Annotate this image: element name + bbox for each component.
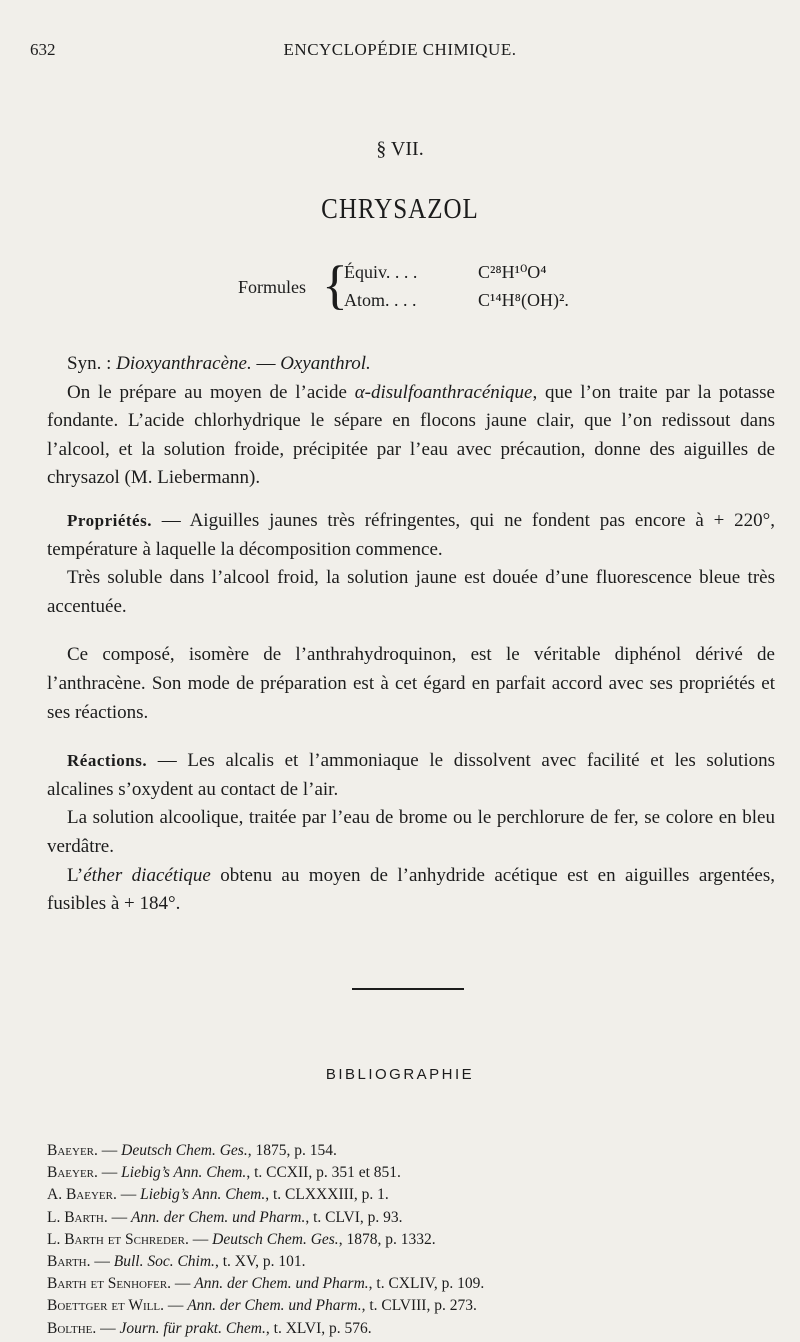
bib-entry: Baeyer. — Liebig’s Ann. Chem., t. CCXII, p. 351 et 851. <box>47 1164 401 1182</box>
bib-source: Liebig’s Ann. Chem. <box>121 1164 247 1182</box>
bib-source: Liebig’s Ann. Chem. <box>140 1186 266 1204</box>
running-title: ENCYCLOPÉDIE CHIMIQUE. <box>283 40 517 59</box>
paragraph-reactions <box>47 747 775 804</box>
bib-entry: L. Barth. — Ann. der Chem. und Pharm., t. CLVI, p. 93. <box>47 1208 403 1226</box>
text-run: — Les alcalis et l’ammoniaque le dissolvent avec facilité et les solutions alcalines s’oxydent au contact de l’air. <box>47 750 775 800</box>
formula-row <box>344 262 547 283</box>
bib-ref: , t. CCXII, p. 351 et 851. <box>246 1164 401 1182</box>
bib-ref: , t. XV, p. 101. <box>214 1253 306 1271</box>
bib-author: L. Barth. <box>47 1208 108 1226</box>
bib-entry: Boettger et Will. — Ann. der Chem. und Pharm., t. CLVIII, p. 273. <box>47 1297 477 1315</box>
chapter-title: CHRYSAZOL <box>321 193 479 225</box>
bib-author: Bolthe. <box>47 1319 97 1337</box>
bib-ref: , t. CLVI, p. 93. <box>305 1208 403 1226</box>
bibliography-heading: BIBLIOGRAPHIE <box>325 1066 475 1083</box>
properties-label: Propriétés. <box>67 510 152 530</box>
acid-name: α-disulfoanthracénique <box>354 381 533 403</box>
bib-entry: A. Baeyer. — Liebig’s Ann. Chem., t. CLXXXIII, p. 1. <box>47 1186 389 1204</box>
bib-entry: L. Barth et Schreder. — Deutsch Chem. Ges., 1878, p. 1332. <box>47 1230 436 1248</box>
bib-ref: , 1878, p. 1332. <box>338 1230 436 1248</box>
bib-source: Ann. der Chem. und Pharm. <box>187 1297 362 1315</box>
body-text <box>47 350 775 919</box>
bibliography-list <box>47 1140 787 1340</box>
bib-author: Baeyer. <box>47 1164 98 1182</box>
divider-rule <box>352 988 464 990</box>
bib-source: Deutsch Chem. Ges. <box>212 1230 339 1248</box>
bib-source: Deutsch Chem. Ges. <box>121 1142 248 1159</box>
paragraph-preparation <box>47 379 775 493</box>
synonym: Dioxyanthracène. <box>116 353 252 374</box>
bib-entry: Baeyer. — Deutsch Chem. Ges., 1875, p. 154. <box>47 1142 337 1159</box>
formula-label: Formules <box>238 277 307 297</box>
brace-glyph: { <box>322 255 348 315</box>
paragraph-solubility: Très soluble dans l’alcool froid, la solution jaune est douée d’une fluorescence bleue très accentuée. <box>47 567 775 617</box>
synonym: Oxyanthrol. <box>280 353 371 374</box>
page-number: 632 <box>30 40 56 59</box>
synonyms <box>47 350 775 379</box>
reactions-label: Réactions. <box>67 751 148 771</box>
bib-source: Bull. Soc. Chim. <box>113 1253 215 1271</box>
running-header <box>30 40 770 64</box>
ether-term: éther diacétique <box>83 864 211 886</box>
bib-source: Journ. für prakt. Chem. <box>119 1319 266 1337</box>
section-number: § VII. <box>376 138 424 160</box>
paragraph-properties <box>47 507 775 564</box>
formula-value: C²⁸H¹⁰O⁴ <box>478 262 547 282</box>
bib-author: Barth et Senhofer. <box>47 1275 172 1293</box>
bib-source: Ann. der Chem. und Pharm. <box>130 1208 306 1226</box>
text-run: — Aiguilles jaunes très réfringentes, qui ne fondent pas encore à + 220°, température à laquelle la décomposition commence. <box>47 509 775 560</box>
bib-author: Barth. <box>47 1253 91 1271</box>
formula-kind: Atom. . . . <box>344 290 417 310</box>
formula-kind: Équiv. . . . <box>344 262 418 282</box>
bib-author: Boettger et Will. <box>47 1297 164 1315</box>
bib-ref: , t. CLVIII, p. 273. <box>361 1297 477 1315</box>
bib-author: L. Barth et Schreder. <box>47 1230 189 1248</box>
paragraph-isomer: Ce composé, isomère de l’anthrahydroquinon, est le véritable diphénol dérivé de l’anthracène. Son mode de préparation est à cet égard en parfait accord avec ses propriétés et ses réactions. <box>47 644 775 723</box>
bib-source: Ann. der Chem. und Pharm. <box>194 1275 369 1293</box>
formula-row <box>344 290 569 311</box>
bib-entry: Barth et Senhofer. — Ann. der Chem. und Pharm., t. CXLIV, p. 109. <box>47 1275 485 1293</box>
bib-ref: , t. CLXXXIII, p. 1. <box>265 1186 389 1204</box>
formula-value: C¹⁴H⁸(OH)². <box>478 290 569 310</box>
bib-author: Baeyer. <box>47 1142 98 1159</box>
bib-entry: Bolthe. — Journ. für prakt. Chem., t. XLVI, p. 576. <box>47 1319 372 1337</box>
bib-entry: Barth. — Bull. Soc. Chim., t. XV, p. 101. <box>47 1253 306 1271</box>
bib-ref: , t. XLVI, p. 576. <box>265 1319 372 1337</box>
paragraph-ether <box>47 862 775 919</box>
separator: — <box>251 353 281 374</box>
text-run: obtenu au moyen de l’anhydride acétique est en aiguilles argentées, fusibles à + 184°. <box>47 864 775 915</box>
paragraph-alcoholic-solution: La solution alcoolique, traitée par l’eau de brome ou le perchlorure de fer, se colore en bleu verdâtre. <box>47 807 775 857</box>
syn-prefix: Syn. : <box>67 353 117 374</box>
text-run: L’ <box>67 864 84 886</box>
text-run: , que l’on traite par la potasse fondante. L’acide chlorhydrique le sépare en flocons jaune clair, que l’on redissout dans l’alcool, et la solution froide, précipitée par l’eau avec précaution, donne des aiguilles de chrysazol (M. Liebermann). <box>47 381 775 489</box>
bib-ref: , 1875, p. 154. <box>247 1142 337 1159</box>
text-run: On le prépare au moyen de l’acide <box>67 381 355 403</box>
bib-author: A. Baeyer. <box>47 1186 117 1204</box>
bib-ref: , t. CXLIV, p. 109. <box>368 1275 485 1293</box>
